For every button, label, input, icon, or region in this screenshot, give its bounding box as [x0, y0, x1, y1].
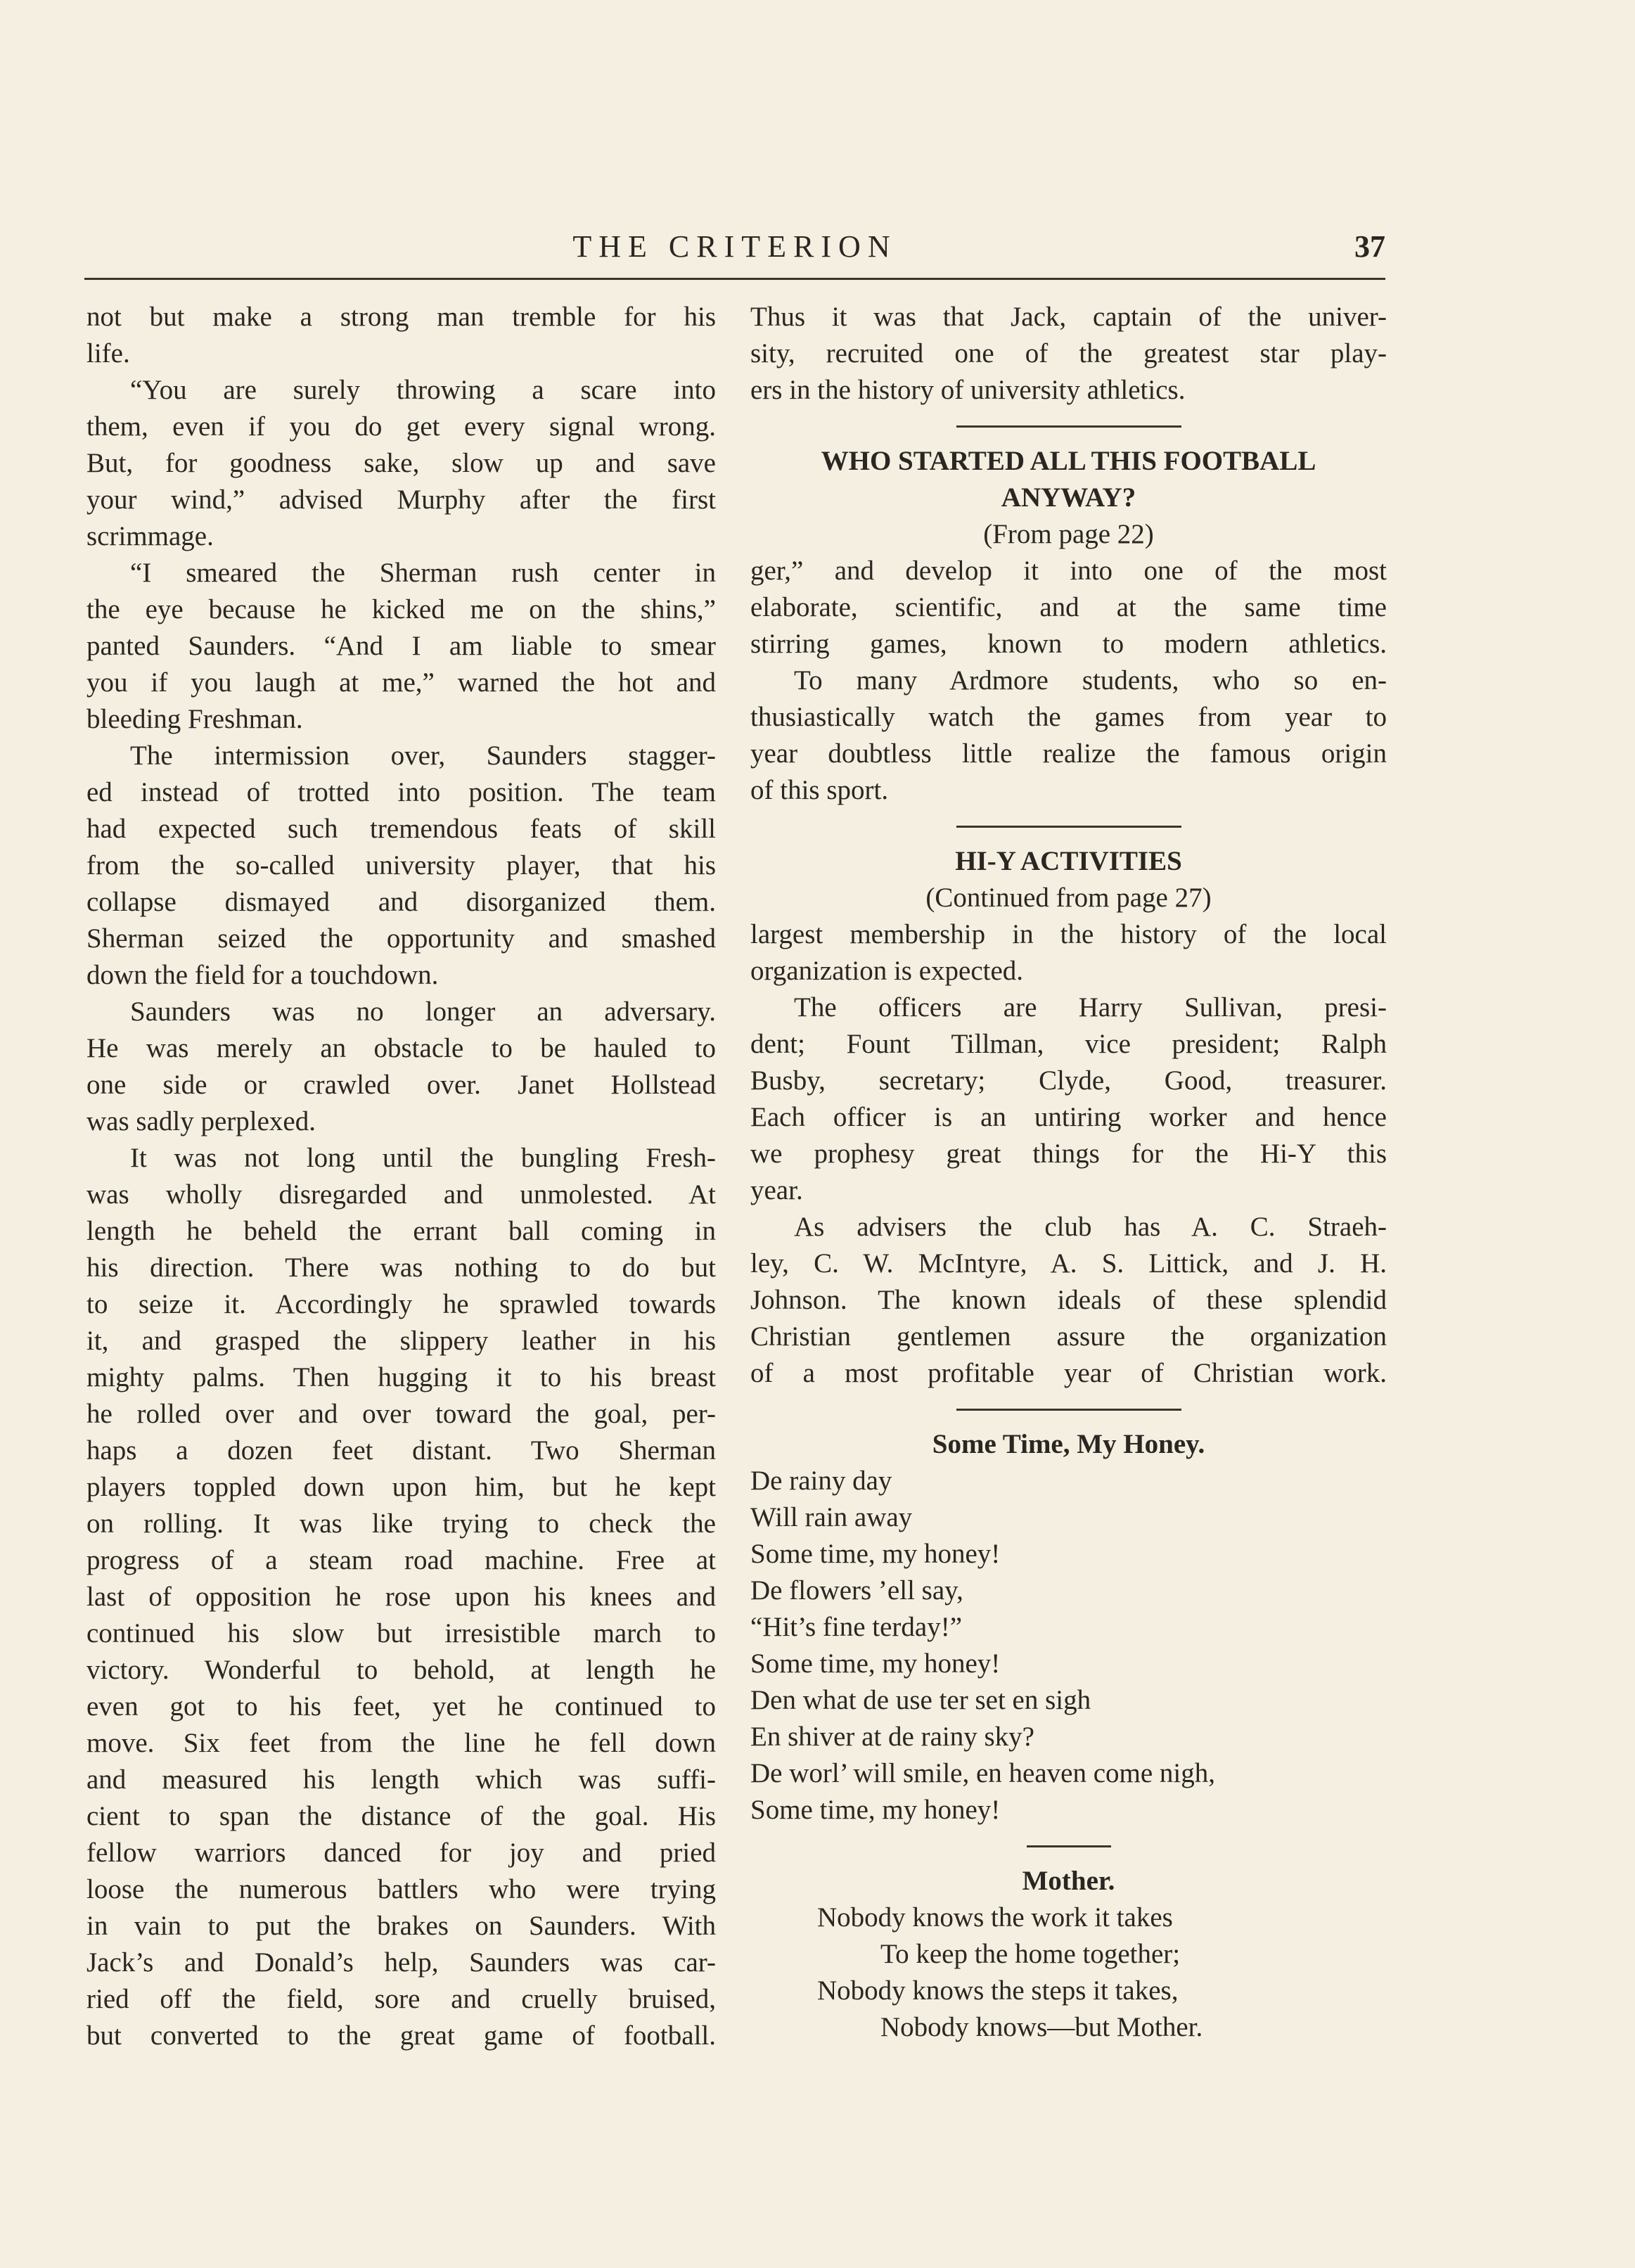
paragraph-start-line: The intermission over, Saunders stagger-: [130, 741, 716, 771]
text-line: players toppled down upon him, but he kept: [86, 1472, 716, 1502]
poem-line: En shiver at de rainy sky?: [750, 1722, 1034, 1752]
paragraph-start-line: To many Ardmore students, who so en-: [794, 665, 1387, 696]
text-line: his direction. There was nothing to do but: [86, 1252, 716, 1283]
text-line: Christian gentlemen assure the organization: [750, 1321, 1387, 1352]
text-line: from the so-called university player, that his: [86, 850, 716, 880]
text-line: your wind,” advised Murphy after the first: [86, 485, 716, 515]
text-line: last of opposition he rose upon his knees and: [86, 1582, 716, 1612]
poem-line: Will rain away: [750, 1502, 913, 1532]
section-divider: [956, 1409, 1181, 1411]
text-line: ger,” and develop it into one of the most: [750, 556, 1387, 586]
poem-line: “Hit’s fine terday!”: [750, 1612, 963, 1642]
text-line: sity, recruited one of the greatest star play-: [750, 338, 1387, 369]
poem-line: Nobody knows—but Mother.: [880, 2012, 1203, 2042]
page-header: [84, 229, 1385, 271]
text-line: year doubtless little realize the famous origin: [750, 738, 1387, 769]
section-heading: WHO STARTED ALL THIS FOOTBALL: [821, 446, 1316, 476]
paragraph-start-line: Saunders was no longer an adversary.: [130, 997, 716, 1027]
text-line: He was merely an obstacle to be hauled to: [86, 1033, 716, 1063]
text-line: haps a dozen feet distant. Two Sherman: [86, 1435, 716, 1466]
section-subheading: (Continued from page 27): [925, 883, 1212, 913]
section-subheading: (From page 22): [983, 519, 1154, 549]
text-line: stirring games, known to modern athletics.: [750, 629, 1387, 659]
section-heading: Some Time, My Honey.: [932, 1429, 1205, 1459]
paragraph-start-line: It was not long until the bungling Fresh-: [130, 1143, 716, 1173]
text-line: Each officer is an untiring worker and hence: [750, 1102, 1387, 1132]
text-line: of this sport.: [750, 775, 889, 805]
text-line: even got to his feet, yet he continued to: [86, 1691, 716, 1722]
poem-line: Some time, my honey!: [750, 1539, 1001, 1569]
left-column: [86, 299, 716, 2054]
text-line: we prophesy great things for the Hi-Y this: [750, 1139, 1387, 1169]
section-heading: Mother.: [1022, 1866, 1115, 1896]
text-line: not but make a strong man tremble for his: [86, 302, 716, 332]
text-line: panted Saunders. “And I am liable to smear: [86, 631, 716, 661]
text-line: move. Six feet from the line he fell down: [86, 1728, 716, 1758]
text-line: and measured his length which was suffi-: [86, 1764, 716, 1795]
text-line: of a most profitable year of Christian work.: [750, 1358, 1387, 1388]
header-rule: [84, 278, 1385, 280]
text-line: had expected such tremendous feats of skill: [86, 814, 716, 844]
poem-line: De worl’ will smile, en heaven come nigh,: [750, 1758, 1216, 1788]
text-line: year.: [750, 1175, 803, 1205]
section-divider: [956, 425, 1181, 428]
text-line: organization is expected.: [750, 956, 1024, 986]
section-heading: ANYWAY?: [1001, 482, 1136, 513]
text-line: to seize it. Accordingly he sprawled towards: [86, 1289, 716, 1319]
poem-line: Nobody knows the steps it takes,: [817, 1975, 1179, 2006]
text-line: ed instead of trotted into position. The team: [86, 777, 716, 807]
text-line: the eye because he kicked me on the shins,”: [86, 594, 716, 624]
text-line: elaborate, scientific, and at the same time: [750, 592, 1387, 622]
text-line: ried off the field, sore and cruelly bruised,: [86, 1984, 716, 2014]
text-line: them, even if you do get every signal wrong.: [86, 411, 716, 442]
text-line: But, for goodness sake, slow up and save: [86, 448, 716, 478]
poem-line: De flowers ’ell say,: [750, 1575, 963, 1606]
poem-line: Nobody knows the work it takes: [817, 1902, 1173, 1933]
text-line: Jack’s and Donald’s help, Saunders was car-: [86, 1947, 716, 1978]
text-line: loose the numerous battlers who were trying: [86, 1874, 716, 1904]
text-line: cient to span the distance of the goal. His: [86, 1801, 716, 1831]
text-line: Thus it was that Jack, captain of the univer-: [750, 302, 1387, 332]
text-line: on rolling. It was like trying to check the: [86, 1508, 716, 1539]
text-line: he rolled over and over toward the goal, per-: [86, 1399, 716, 1429]
text-line: down the field for a touchdown.: [86, 960, 439, 990]
text-line: progress of a steam road machine. Free at: [86, 1545, 716, 1575]
poem-line: De rainy day: [750, 1466, 892, 1496]
poem-line: Some time, my honey!: [750, 1795, 1001, 1825]
paragraph-start-line: “You are surely throwing a scare into: [130, 375, 716, 405]
text-line: length he beheld the errant ball coming in: [86, 1216, 716, 1246]
text-line: bleeding Freshman.: [86, 704, 303, 734]
text-line: scrimmage.: [86, 521, 214, 551]
section-heading: HI-Y ACTIVITIES: [955, 846, 1182, 876]
poem-line: Some time, my honey!: [750, 1648, 1001, 1679]
paragraph-start-line: The officers are Harry Sullivan, presi-: [794, 992, 1387, 1023]
text-line: in vain to put the brakes on Saunders. With: [86, 1911, 716, 1941]
text-line: it, and grasped the slippery leather in his: [86, 1326, 716, 1356]
poem-line: To keep the home together;: [880, 1939, 1181, 1969]
text-line: Johnson. The known ideals of these splendid: [750, 1285, 1387, 1315]
paragraph-start-line: “I smeared the Sherman rush center in: [130, 558, 716, 588]
text-line: life.: [86, 338, 130, 369]
publication-title: THE CRITERION: [572, 229, 897, 264]
text-line: ers in the history of university athletics.: [750, 375, 1186, 405]
right-column: [750, 299, 1387, 2046]
text-line: thusiastically watch the games from year to: [750, 702, 1387, 732]
section-divider: [1027, 1845, 1111, 1847]
text-line: continued his slow but irresistible march to: [86, 1618, 716, 1648]
text-line: Sherman seized the opportunity and smashed: [86, 923, 716, 954]
section-divider: [956, 826, 1181, 828]
page-number: 37: [1354, 229, 1385, 264]
text-line: ley, C. W. McIntyre, A. S. Littick, and J. H.: [750, 1248, 1387, 1279]
text-line: largest membership in the history of the local: [750, 919, 1387, 949]
text-line: but converted to the great game of football.: [86, 2020, 716, 2051]
text-line: collapse dismayed and disorganized them.: [86, 887, 716, 917]
paragraph-start-line: As advisers the club has A. C. Straeh-: [794, 1212, 1387, 1242]
text-line: mighty palms. Then hugging it to his breast: [86, 1362, 716, 1392]
poem-line: Den what de use ter set en sigh: [750, 1685, 1091, 1715]
text-line: fellow warriors danced for joy and pried: [86, 1838, 716, 1868]
text-line: dent; Fount Tillman, vice president; Ralph: [750, 1029, 1387, 1059]
text-line: one side or crawled over. Janet Hollstead: [86, 1070, 716, 1100]
text-line: you if you laugh at me,” warned the hot and: [86, 667, 716, 698]
text-line: was sadly perplexed.: [86, 1106, 316, 1136]
text-line: Busby, secretary; Clyde, Good, treasurer.: [750, 1065, 1387, 1096]
text-line: victory. Wonderful to behold, at length he: [86, 1655, 716, 1685]
text-line: was wholly disregarded and unmolested. At: [86, 1179, 716, 1210]
